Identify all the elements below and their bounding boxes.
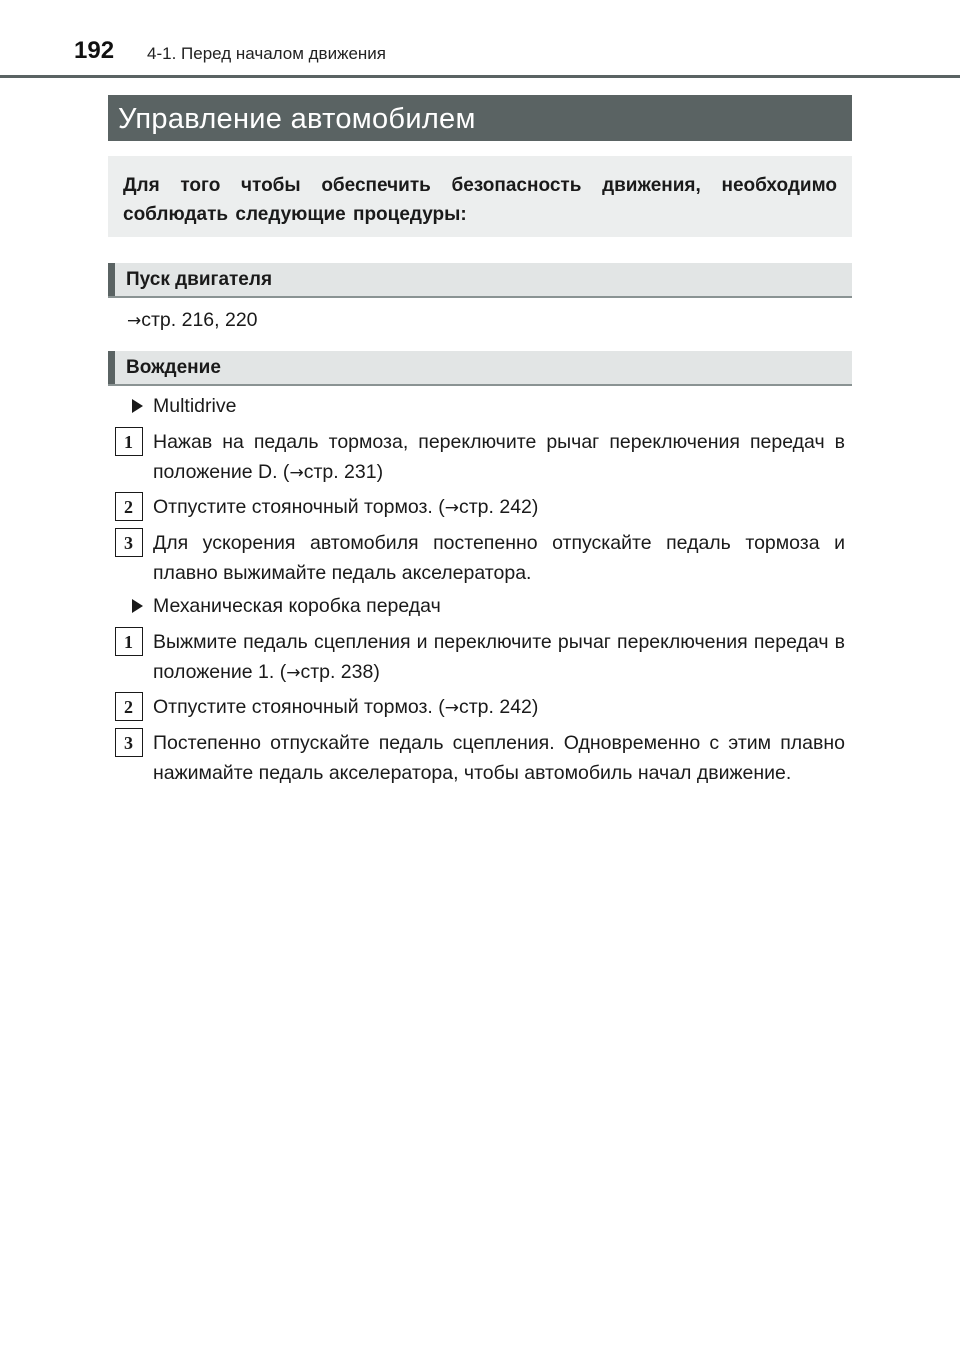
step-number-badge: 3 bbox=[115, 528, 143, 557]
step-number-badge: 3 bbox=[115, 728, 143, 757]
arrow-right-icon: → bbox=[286, 663, 301, 683]
intro-text: Для того чтобы обеспечить безопасность движения, необходимо соблюдать следующие процедуры: bbox=[123, 175, 837, 225]
subheading-multidrive: Multidrive bbox=[153, 395, 237, 417]
page-number: 192 bbox=[74, 37, 115, 64]
arrow-right-icon: → bbox=[127, 311, 142, 331]
reference-link[interactable]: стр. 238) bbox=[300, 661, 380, 683]
step-text: Отпустите стояночный тормоз. (→стр. 242) bbox=[153, 496, 539, 518]
reference-link[interactable]: стр. 216, 220 bbox=[141, 309, 258, 331]
intro-box bbox=[108, 156, 852, 237]
reference-link[interactable]: стр. 242) bbox=[459, 496, 539, 518]
arrow-right-icon: → bbox=[444, 498, 459, 518]
page-header bbox=[0, 0, 960, 80]
step-number-badge: 2 bbox=[115, 692, 143, 721]
step-text: Отпустите стояночный тормоз. (→стр. 242) bbox=[153, 696, 539, 718]
step-text: Нажав на педаль тормоза, переключите рычаг переключения передач в положение D. (→стр. 231) bbox=[153, 431, 845, 483]
step-text: Для ускорения автомобиля постепенно отпускайте педаль тормоза и плавно выжимайте педаль акселератора. bbox=[153, 532, 845, 584]
arrow-right-icon: → bbox=[444, 698, 459, 718]
reference-line bbox=[127, 306, 258, 335]
page-title: Управление автомобилем bbox=[118, 103, 476, 135]
reference-link[interactable]: стр. 242) bbox=[459, 696, 539, 718]
subheading-manual: Механическая коробка передач bbox=[153, 595, 441, 617]
section-label-engine-start: Пуск двигателя bbox=[126, 269, 273, 290]
section-title-bar bbox=[108, 95, 852, 141]
section-bar-engine-start bbox=[108, 263, 852, 298]
arrow-right-icon: → bbox=[289, 463, 304, 483]
step-number-badge: 1 bbox=[115, 627, 143, 656]
step-text: Выжмите педаль сцепления и переключите рычаг переключения передач в положение 1. (→стр. 238) bbox=[153, 631, 845, 683]
header-divider bbox=[0, 75, 960, 78]
triangle-bullet-icon bbox=[132, 399, 143, 413]
step-number-badge: 1 bbox=[115, 427, 143, 456]
section-bar-driving bbox=[108, 351, 852, 386]
step-text: Постепенно отпускайте педаль сцепления. Одновременно с этим плавно нажимайте педаль акселератора, чтобы автомобиль начал движение. bbox=[153, 732, 845, 784]
step-number-badge: 2 bbox=[115, 492, 143, 521]
triangle-bullet-icon bbox=[132, 599, 143, 613]
reference-link[interactable]: стр. 231) bbox=[303, 461, 384, 483]
chapter-title: 4-1. Перед началом движения bbox=[147, 44, 386, 63]
section-label-driving: Вождение bbox=[126, 357, 221, 378]
